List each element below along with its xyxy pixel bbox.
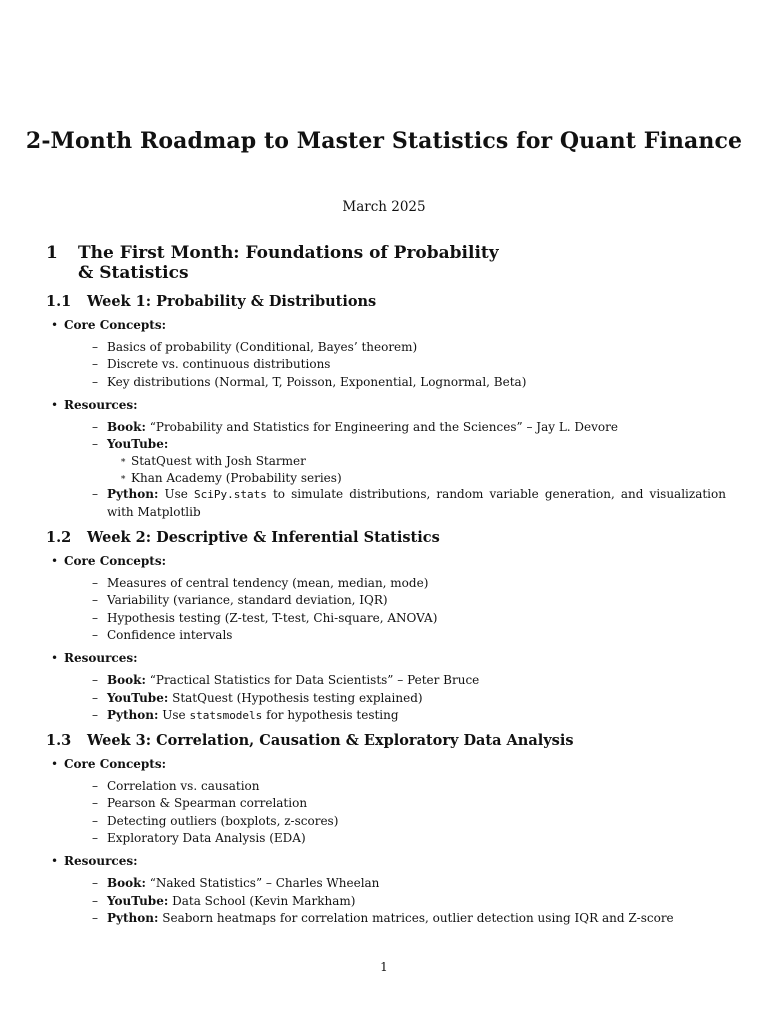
document-body: [46, 243, 726, 935]
youtube-label: YouTube:: [107, 893, 169, 908]
core-concepts-list: [64, 575, 726, 644]
book-label: Book:: [107, 876, 146, 891]
python-text-pre: Use: [162, 707, 186, 722]
list-item-text: Discrete vs. continuous distributions: [107, 357, 331, 372]
list-item-text: Basics of probability (Conditional, Bayes’ theorem): [107, 340, 418, 354]
star-icon: ∗: [120, 472, 127, 483]
bullet-icon: •: [51, 397, 59, 412]
dash-icon: –: [92, 374, 98, 389]
bullet-icon: •: [51, 554, 59, 569]
list-item: [92, 575, 726, 592]
section-title: The First Month: Foundations of Probability & Statistics: [78, 243, 499, 283]
core-concepts-list: [64, 339, 726, 391]
list-item-text: Correlation vs. causation: [107, 779, 260, 794]
list-item: [92, 610, 726, 627]
dash-icon: –: [92, 593, 98, 608]
dash-icon: –: [92, 340, 98, 354]
dash-icon: –: [92, 910, 98, 925]
youtube-label: YouTube:: [107, 690, 169, 705]
core-concepts-label: Core Concepts:: [64, 554, 167, 569]
subsection-number: 1.2: [46, 529, 72, 547]
subsection-heading: [46, 529, 726, 547]
dash-icon: –: [92, 779, 98, 794]
list-item: [51, 650, 726, 724]
list-item: [92, 690, 726, 707]
python-text-pre: Use: [164, 487, 188, 502]
list-item: [51, 397, 726, 521]
book-text: “Practical Statistics for Data Scientists” – Peter Bruce: [149, 673, 480, 688]
list-item: [51, 756, 726, 847]
list-item: [92, 486, 726, 521]
list-item: [51, 317, 726, 391]
list-item: [92, 339, 726, 356]
list-item: [51, 553, 726, 644]
dash-icon: –: [92, 627, 98, 642]
resources-label: Resources:: [64, 397, 138, 412]
subsection-week-2: [46, 529, 726, 724]
youtube-text: Data School (Kevin Markham): [172, 893, 356, 908]
subsection-title: Week 3: Correlation, Causation & Exploratory Data Analysis: [87, 732, 574, 750]
core-concepts-label: Core Concepts:: [64, 318, 167, 332]
python-code: statsmodels: [189, 708, 263, 722]
list-item: [92, 893, 726, 910]
list-item: [92, 778, 726, 795]
bullet-list: [46, 317, 726, 521]
dash-icon: –: [92, 437, 98, 452]
list-item-text: Hypothesis testing (Z-test, T-test, Chi-square, ANOVA): [107, 610, 438, 625]
python-label: Python:: [107, 910, 159, 925]
list-item: [92, 813, 726, 830]
dash-icon: –: [92, 796, 98, 811]
python-text-post: to simulate distributions, random variable generation, and visualization with Matplotlib: [107, 487, 726, 519]
list-item: [51, 853, 726, 927]
list-item: [92, 875, 726, 892]
resources-label: Resources:: [64, 651, 138, 666]
subsection-week-1: [46, 293, 726, 521]
star-icon: ∗: [120, 456, 127, 467]
subsection-title: Week 1: Probability & Distributions: [87, 293, 377, 310]
book-label: Book:: [107, 419, 146, 434]
core-concepts-list: [64, 778, 726, 847]
dash-icon: –: [92, 831, 98, 846]
dash-icon: –: [92, 610, 98, 625]
list-item: [120, 453, 726, 470]
list-item-text: Measures of central tendency (mean, median, mode): [107, 576, 429, 591]
subsection-number: 1.3: [46, 732, 72, 750]
list-item-text: Detecting outliers (boxplots, z-scores): [107, 813, 339, 828]
list-item-text: Variability (variance, standard deviation, IQR): [107, 593, 388, 608]
python-label: Python:: [107, 487, 159, 502]
dash-icon: –: [92, 690, 98, 705]
list-item: [92, 592, 726, 609]
document-date: March 2025: [342, 199, 426, 215]
dash-icon: –: [92, 813, 98, 828]
list-item: [92, 436, 726, 486]
bullet-icon: •: [51, 757, 59, 772]
dash-icon: –: [92, 419, 98, 434]
python-text: Seaborn heatmaps for correlation matrices, outlier detection using IQR and Z-score: [162, 910, 674, 925]
list-item: [120, 470, 726, 487]
list-item-text: Khan Academy (Probability series): [131, 470, 342, 485]
bullet-icon: •: [51, 318, 59, 332]
subsection-week-3: [46, 732, 726, 927]
list-item: [92, 419, 726, 436]
youtube-text: StatQuest (Hypothesis testing explained): [172, 690, 423, 705]
list-item: [92, 356, 726, 373]
list-item-text: Exploratory Data Analysis (EDA): [107, 831, 306, 846]
book-label: Book:: [107, 673, 146, 688]
python-label: Python:: [107, 707, 159, 722]
subsection-heading: [46, 732, 726, 750]
resources-list: [64, 672, 726, 724]
list-item: [92, 374, 726, 391]
subsection-title: Week 2: Descriptive & Inferential Statistics: [87, 529, 440, 547]
list-item: [92, 627, 726, 644]
dash-icon: –: [92, 707, 98, 722]
core-concepts-label: Core Concepts:: [64, 757, 167, 772]
resources-list: [64, 419, 726, 521]
dash-icon: –: [92, 893, 98, 908]
list-item: [92, 910, 726, 927]
list-item: [92, 672, 726, 689]
dash-icon: –: [92, 876, 98, 891]
list-item-text: StatQuest with Josh Starmer: [131, 454, 306, 469]
bullet-icon: •: [51, 854, 59, 869]
book-text: “Naked Statistics” – Charles Wheelan: [149, 876, 380, 891]
list-item: [92, 707, 726, 724]
page-number: 1: [380, 960, 388, 974]
dash-icon: –: [92, 357, 98, 372]
list-item-text: Pearson & Spearman correlation: [107, 796, 308, 811]
list-item: [92, 795, 726, 812]
dash-icon: –: [92, 487, 98, 502]
section-heading: [46, 243, 726, 283]
dash-icon: –: [92, 576, 98, 591]
youtube-list: [107, 453, 726, 486]
bullet-list: [46, 756, 726, 927]
section-number: 1: [46, 243, 58, 263]
book-text: “Probability and Statistics for Engineering and the Sciences” – Jay L. Devore: [149, 419, 618, 434]
dash-icon: –: [92, 673, 98, 688]
python-text-post: for hypothesis testing: [266, 707, 399, 722]
list-item-text: Key distributions (Normal, T, Poisson, Exponential, Lognormal, Beta): [107, 374, 527, 389]
resources-label: Resources:: [64, 854, 138, 869]
list-item-text: Confidence intervals: [107, 627, 233, 642]
resources-list: [64, 875, 726, 927]
python-code: SciPy.stats: [194, 488, 267, 502]
youtube-label: YouTube:: [107, 437, 169, 452]
bullet-icon: •: [51, 651, 59, 666]
bullet-list: [46, 553, 726, 724]
subsection-heading: [46, 293, 726, 311]
list-item: [92, 830, 726, 847]
subsection-number: 1.1: [46, 293, 72, 310]
document-title: 2-Month Roadmap to Master Statistics for Quant Finance: [25, 128, 743, 154]
